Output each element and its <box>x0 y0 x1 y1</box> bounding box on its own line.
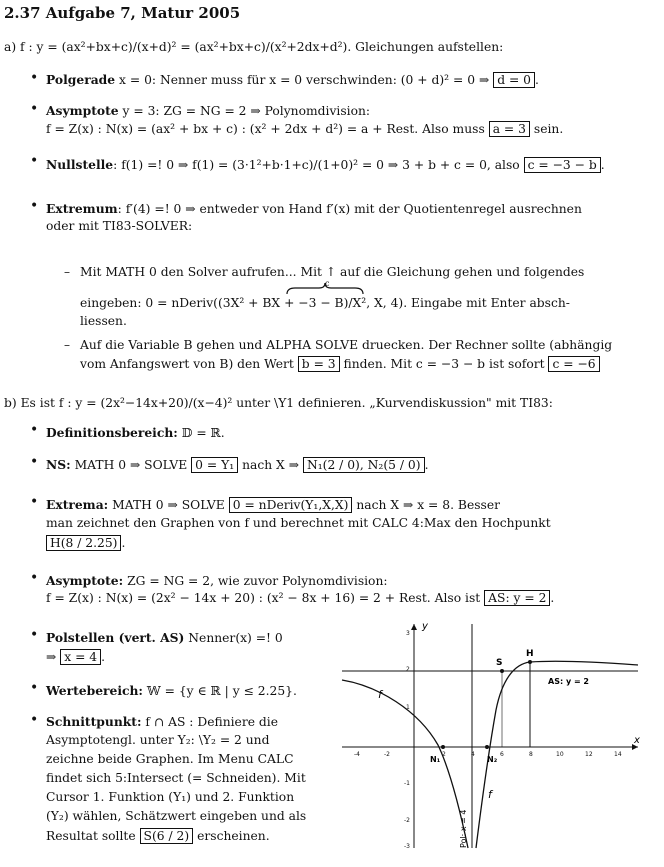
polgerade-label: Polgerade <box>46 72 116 87</box>
wert-item <box>46 683 297 699</box>
y-tick: -2 <box>404 817 410 824</box>
x-tick: 4 <box>471 751 475 758</box>
definition-item <box>46 425 225 441</box>
asym-b-box: AS: y = 2 <box>484 590 550 606</box>
nullstelle-text: f(1) =! 0 ⇒ f(1) = (3·1²+b·1+c)/(1+0)² = 0 ⇒ 3 + b + c = 0, also <box>121 158 520 172</box>
pol-line2: ⇒ x = 4 . <box>46 650 106 664</box>
y-tick: 2 <box>406 666 410 673</box>
schnitt-line: Asymptotengl. unter Y₂: \Y₂ = 2 und <box>46 733 270 747</box>
schnitt-line: Cursor 1. Funktion (Y₁) und 2. Funktion <box>46 790 295 804</box>
ns-box2: N₁(2 / 0), N₂(5 / 0) <box>303 457 425 473</box>
x-tick: 8 <box>529 751 533 758</box>
y-axis-arrow-icon <box>411 624 417 630</box>
polgerade-item: Polgerade x = 0: Nenner muss für x = 0 verschwinden: (0 + d)² = 0 ⇒ d = 0 . <box>46 72 539 87</box>
bullet-icon: • <box>30 153 39 169</box>
x-tick: 14 <box>614 751 622 758</box>
bullet-icon: • <box>30 101 39 117</box>
ns-text2: nach X ⇒ <box>242 458 300 472</box>
label-H: H <box>526 649 534 659</box>
pol-label: Polstellen (vert. AS) <box>46 630 185 645</box>
schnitt-item <box>46 714 278 730</box>
extrema-text2: nach X ⇒ x = 8. Besser <box>356 498 501 512</box>
pol-text: Nenner(x) =! 0 <box>188 631 283 645</box>
solver2-line2 <box>80 357 600 372</box>
part-b-intro: b) Es ist f : y = (2x²−14x+20)/(x−4)² unter \Y1 definieren. „Kurvendiskussion" mit TI83: <box>4 396 553 410</box>
label-S: S <box>496 658 503 668</box>
result-box-a: a = 3 <box>489 121 530 137</box>
asymptote-line2: f = Z(x) : N(x) = (ax² + bx + c) : (x² + 2dx + d²) = a + Rest. Also muss <box>46 122 485 136</box>
wert-label: Wertebereich: <box>46 683 143 698</box>
bullet-icon: • <box>30 70 39 86</box>
y-tick: -1 <box>404 780 410 787</box>
x-tick: -2 <box>384 751 390 758</box>
polgerade-text: x = 0: Nenner muss für x = 0 verschwinden: (0 + d)² = 0 ⇒ <box>119 73 490 87</box>
result-box-c6: c = −6 <box>548 356 599 372</box>
asymptote-line1: y = 3: ZG = NG = 2 ⇒ Polynomdivision: <box>122 104 371 118</box>
asymptote-item <box>46 103 370 119</box>
solver2-text-a: vom Anfangswert von B) den Wert <box>80 357 294 371</box>
schnittpunkt-marker <box>500 669 504 673</box>
schnitt-last-row <box>46 829 270 844</box>
n2-marker <box>485 745 489 749</box>
label-N1: N₁ <box>430 755 441 764</box>
ns-text1: MATH 0 ⇒ SOLVE <box>74 458 188 472</box>
asymptote-label: AS: y = 2 <box>548 677 589 686</box>
pol-box: x = 4 <box>60 649 101 665</box>
bullet-icon: • <box>30 570 39 586</box>
pole-label: Pol: x = 4 <box>459 809 468 848</box>
nullstelle-label: Nullstelle <box>46 157 114 172</box>
y-tick: 1 <box>406 704 410 711</box>
function-graph <box>338 620 644 850</box>
schnitt-label: Schnittpunkt: <box>46 714 142 729</box>
x-tick: 2 <box>442 751 446 758</box>
asym-b-line1: ZG = NG = 2, wie zuvor Polynomdivision: <box>127 574 388 588</box>
hochpunkt-marker <box>528 660 532 664</box>
y-axis-label: y <box>422 621 428 632</box>
schnitt-box: S(6 / 2) <box>140 828 194 844</box>
bullet-icon: • <box>30 627 39 643</box>
extrema-item <box>46 497 500 513</box>
x-tick: 10 <box>556 751 564 758</box>
label-f-left: f <box>378 688 382 701</box>
extremum-line2: oder mit TI83-SOLVER: <box>46 219 193 233</box>
ns-box1: 0 = Y₁ <box>191 457 238 473</box>
bullet-icon: • <box>30 422 39 438</box>
extrema-box1: 0 = nDeriv(Y₁,X,X) <box>229 497 353 513</box>
pol-item <box>46 630 283 646</box>
solver-line2: eingeben: 0 = nDeriv((3X² + BX + −3 − B)/X², X, 4). Eingabe mit Enter absch- <box>80 296 570 310</box>
solver2-line1: Auf die Variable B gehen und ALPHA SOLVE druecken. Der Rechner sollte (abhängig <box>80 338 613 352</box>
solver-line3: liessen. <box>80 314 127 328</box>
asym-b-line2-row: f = Z(x) : N(x) = (2x² − 14x + 20) : (x² − 8x + 16) = 2 + Rest. Also ist AS: y = 2 . <box>46 591 555 605</box>
ns-item: NS: MATH 0 ⇒ SOLVE 0 = Y₁ nach X ⇒ N₁(2 / 0), N₂(5 / 0) . <box>46 457 429 472</box>
extrema-line3: H(8 / 2.25) . <box>46 536 125 551</box>
bullet-icon: • <box>30 454 39 470</box>
asymptote-line2-row <box>46 122 563 137</box>
asym-b-line2: f = Z(x) : N(x) = (2x² − 14x + 20) : (x² − 8x + 16) = 2 + Rest. Also ist <box>46 591 481 605</box>
n1-marker <box>441 745 445 749</box>
schnitt-last: Resultat sollte <box>46 829 136 843</box>
nullstelle-item: Nullstelle: f(1) =! 0 ⇒ f(1) = (3·1²+b·1+c)/(1+0)² = 0 ⇒ 3 + b + c = 0, also c = −3 − b . <box>46 157 605 172</box>
extremum-line1: f′(4) =! 0 ⇒ entweder von Hand f′(x) mit der Quotientenregel ausrechnen <box>125 202 582 216</box>
y-tick: -3 <box>404 843 410 850</box>
extrema-line2: man zeichnet den Graphen von f und berechnet mit CALC 4:Max den Hochpunkt <box>46 516 551 530</box>
solver2-text-b: finden. Mit c = −3 − b ist sofort <box>343 357 545 371</box>
section-title: 2.37 Aufgabe 7, Matur 2005 <box>4 4 241 22</box>
bullet-icon: • <box>30 712 39 728</box>
y-tick-labels <box>404 630 410 850</box>
x-tick: 6 <box>500 751 504 758</box>
definition-text: 𝔻 = ℝ. <box>181 426 225 440</box>
schnitt-line: f ∩ AS : Definiere die <box>145 715 278 729</box>
pol-arrow: ⇒ <box>46 650 57 664</box>
schnitt-line: (Y₂) wählen, Schätzwert eingeben und als <box>46 809 307 823</box>
result-box-d: d = 0 <box>493 72 535 88</box>
schnitt-end: erscheinen. <box>197 829 270 843</box>
dash-icon: – <box>64 265 70 279</box>
y-tick: 3 <box>406 630 410 637</box>
label-f-right: f <box>488 788 492 801</box>
bullet-icon: • <box>30 198 39 214</box>
ns-label: NS: <box>46 457 71 472</box>
result-box-b: b = 3 <box>298 356 340 372</box>
definition-label: Definitionsbereich: <box>46 425 178 440</box>
extrema-box2: H(8 / 2.25) <box>46 535 121 551</box>
label-N2: N₂ <box>487 755 498 764</box>
asymptote-end: sein. <box>533 122 564 136</box>
brace-label: c <box>325 279 330 288</box>
extremum-label: Extremum <box>46 201 118 216</box>
dash-icon: – <box>64 338 70 352</box>
bullet-icon: • <box>30 680 39 696</box>
extrema-text1: MATH 0 ⇒ SOLVE <box>112 498 225 512</box>
extremum-item: Extremum: f′(4) =! 0 ⇒ entweder von Hand f′(x) mit der Quotientenregel ausrechnen <box>46 201 582 216</box>
part-a-intro: a) f : y = (ax²+bx+c)/(x+d)² = (ax²+bx+c)/(x²+2dx+d²). Gleichungen aufstellen: <box>4 40 504 54</box>
asym-b-item <box>46 573 388 589</box>
asym-b-label: Asymptote: <box>46 573 124 588</box>
asymptote-label: Asymptote <box>46 103 119 118</box>
x-tick: -4 <box>354 751 360 758</box>
schnitt-line: findet sich 5:Intersect (= Schneiden). Mit <box>46 771 306 785</box>
result-box-c: c = −3 − b <box>524 157 601 173</box>
bullet-icon: • <box>30 494 39 510</box>
schnitt-line: zeichne beide Graphen. Im Menu CALC <box>46 752 294 766</box>
x-tick: 12 <box>585 751 593 758</box>
extrema-label: Extrema: <box>46 497 109 512</box>
x-axis-label: x <box>634 735 640 746</box>
solver-line1: Mit MATH 0 den Solver aufrufen... Mit ↑ auf die Gleichung gehen und folgendes <box>80 265 585 279</box>
wert-text: 𝕎 = {y ∈ ℝ | y ≤ 2.25}. <box>146 684 297 698</box>
